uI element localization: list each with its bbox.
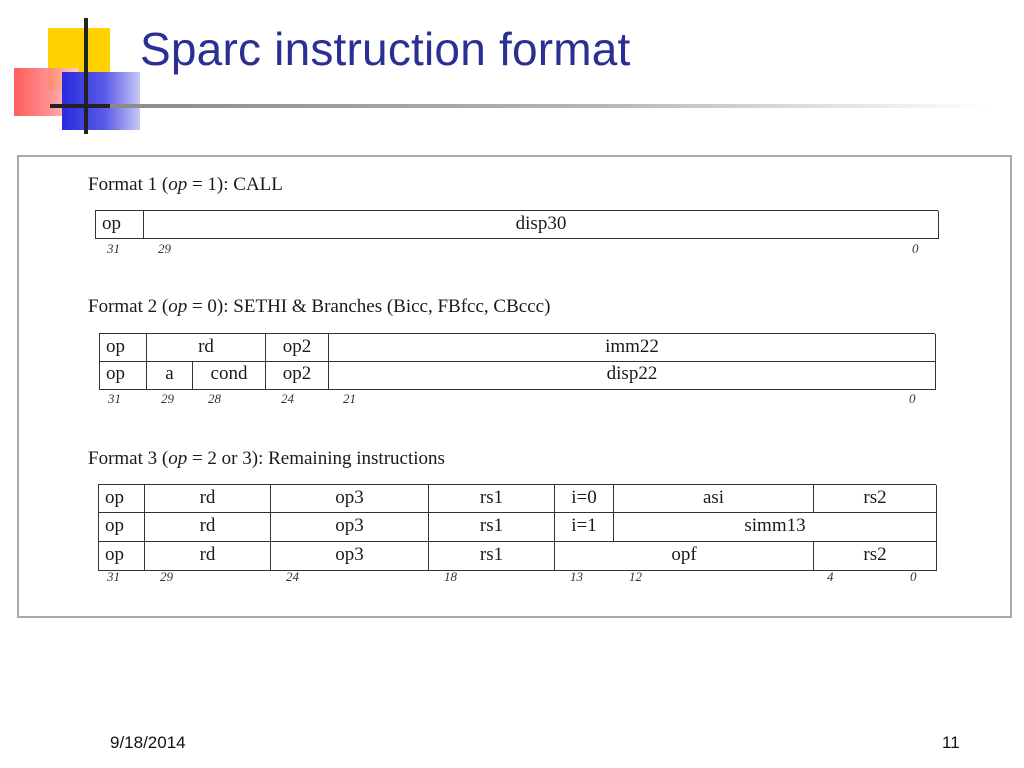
instruction-format-figure	[17, 155, 1012, 618]
bit-label: 4	[827, 569, 834, 584]
field-i-0: i=0	[555, 485, 614, 513]
bit-label: 31	[107, 569, 120, 584]
field-op: op	[99, 485, 145, 513]
field-imm22: imm22	[329, 334, 936, 362]
bit-label: 12	[629, 569, 642, 584]
format3-row-simm13	[98, 513, 936, 542]
format2-row-branch	[99, 361, 935, 390]
field-rd: rd	[145, 542, 271, 571]
title-underline	[110, 104, 990, 108]
field-op3: op3	[271, 485, 429, 513]
field-simm13: simm13	[614, 513, 937, 542]
field-rd: rd	[145, 485, 271, 513]
field-opf: opf	[555, 542, 814, 571]
slide-date: 9/18/2014	[110, 733, 186, 752]
field-disp22: disp22	[329, 361, 936, 390]
bit-label: 0	[910, 569, 917, 584]
horizontal-line-decoration	[50, 104, 112, 108]
format2-row-sethi	[99, 333, 935, 362]
field-op: op	[99, 513, 145, 542]
bit-label: 29	[160, 569, 173, 584]
format2-label: Format 2 (op = 0): SETHI & Branches (Bicc, FBfcc, CBccc)	[88, 296, 551, 317]
bit-label: 28	[208, 391, 221, 406]
field-op3: op3	[271, 542, 429, 571]
format1-label: Format 1 (op = 1): CALL	[88, 174, 283, 195]
field-op2: op2	[266, 334, 329, 362]
field-rd: rd	[147, 334, 266, 362]
field-op: op	[100, 334, 147, 362]
field-rs1: rs1	[429, 485, 555, 513]
field-rd: rd	[145, 513, 271, 542]
field-rs2: rs2	[814, 485, 937, 513]
field-asi: asi	[614, 485, 814, 513]
slide-logo-decoration	[0, 0, 150, 140]
bit-label: 0	[909, 391, 916, 406]
field-a: a	[147, 361, 193, 390]
format3-row-asi	[98, 484, 936, 513]
bit-label: 29	[161, 391, 174, 406]
format3-row-opf	[98, 542, 936, 571]
vertical-line-decoration	[84, 18, 88, 134]
field-op3: op3	[271, 513, 429, 542]
field-rs1: rs1	[429, 542, 555, 571]
field-i-1: i=1	[555, 513, 614, 542]
field-disp30: disp30	[144, 211, 939, 239]
blue-square-decoration	[62, 72, 140, 130]
bit-label: 21	[343, 391, 356, 406]
field-cond: cond	[193, 361, 266, 390]
bit-label: 31	[107, 241, 120, 256]
field-rs2: rs2	[814, 542, 937, 571]
bit-label: 13	[570, 569, 583, 584]
bit-label: 18	[444, 569, 457, 584]
bit-label: 29	[158, 241, 171, 256]
field-rs1: rs1	[429, 513, 555, 542]
bit-label: 31	[108, 391, 121, 406]
format3-label: Format 3 (op = 2 or 3): Remaining instructions	[88, 448, 445, 469]
field-op: op	[96, 211, 144, 239]
format1-row	[95, 210, 938, 239]
slide-title: Sparc instruction format	[140, 23, 631, 75]
bit-label: 24	[286, 569, 299, 584]
field-op: op	[100, 361, 147, 390]
field-op2: op2	[266, 361, 329, 390]
bit-label: 24	[281, 391, 294, 406]
slide-page-number: 11	[942, 733, 960, 752]
bit-label: 0	[912, 241, 919, 256]
field-op: op	[99, 542, 145, 571]
